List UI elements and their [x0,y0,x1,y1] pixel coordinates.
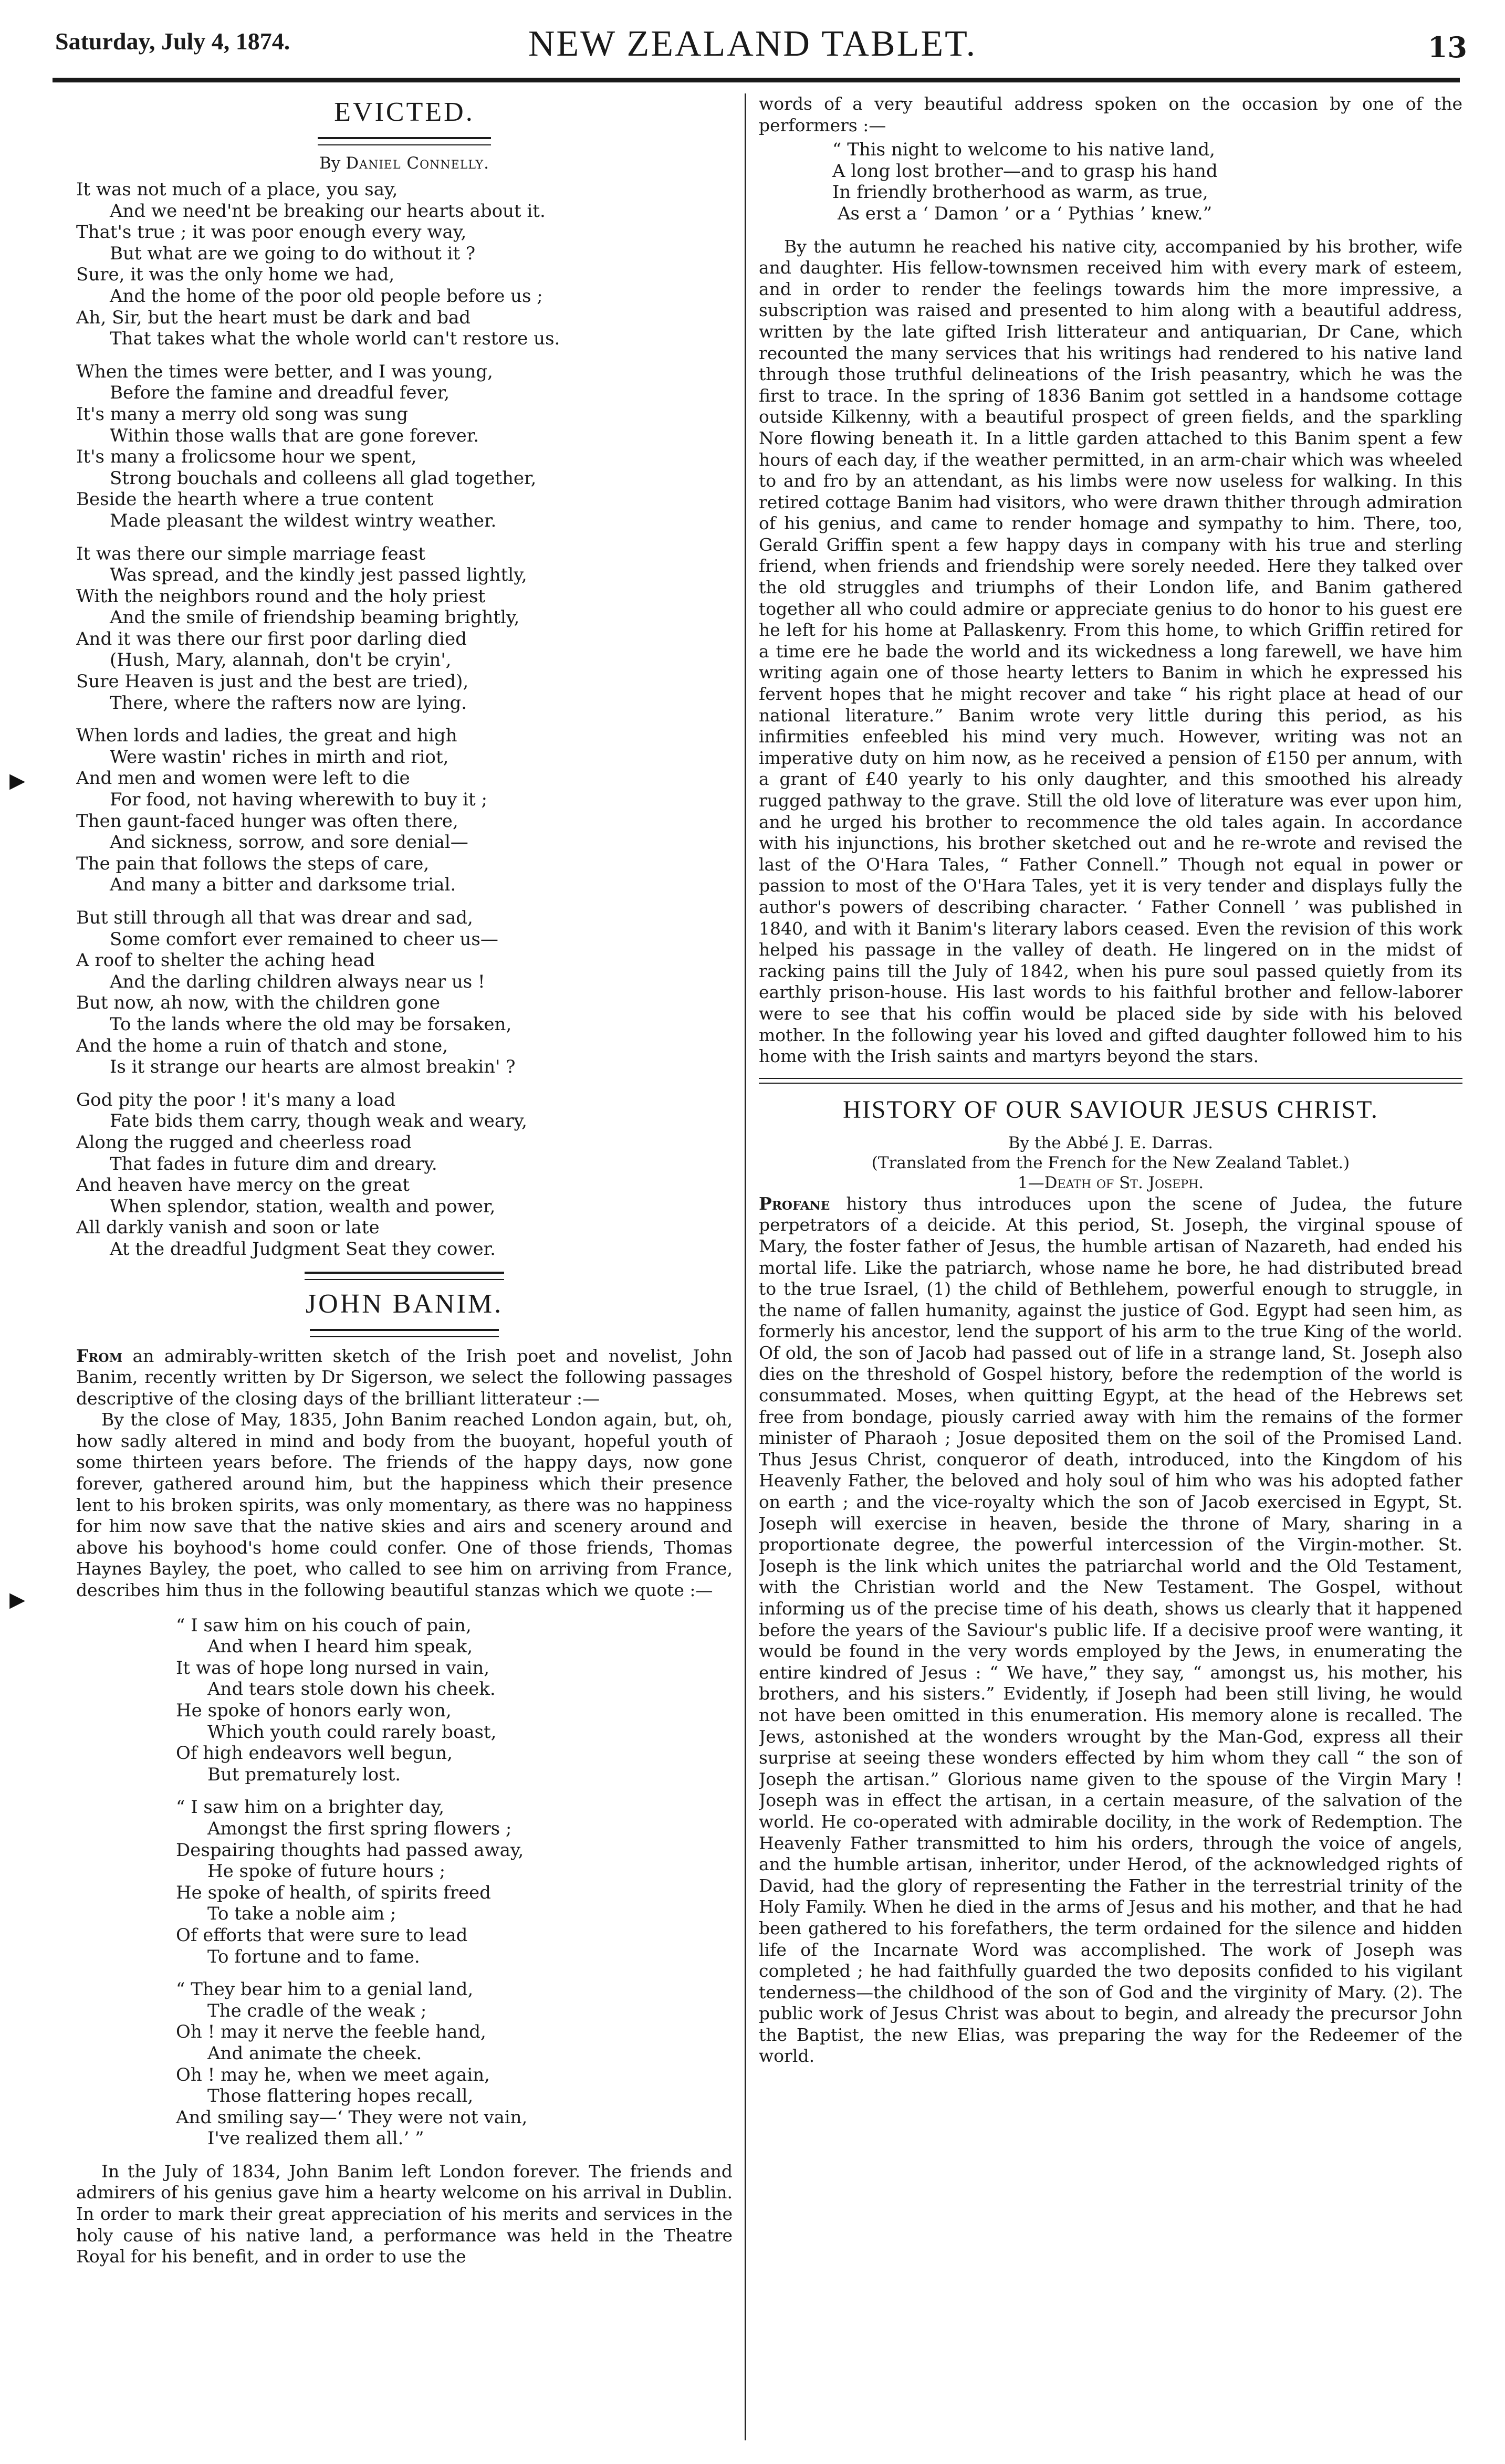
article-title: JOHN BANIM. [305,1288,504,1319]
verse-line: Strong bouchals and colleens all glad together, [110,467,537,489]
verse-line: I've realized them all.’ ” [207,2128,424,2150]
verse-line: “ I saw him on a brighter day, [176,1797,445,1818]
chapter-heading: 1—Death of St. Joseph. [1017,1173,1204,1192]
verse-line: At the dreadful Judgment Seat they cower. [110,1238,496,1260]
verse-line: To fortune and to fame. [207,1946,420,1967]
article-body [759,1193,1462,2067]
page-number: 13 [1427,30,1467,64]
section-rule [759,1078,1462,1084]
stanza [76,1979,733,2150]
verse-line: To take a noble aim ; [207,1903,396,1925]
article-paragraph: By the close of May, 1835, John Banim reached London again, but, oh, how sadly altered in mind and body from the buoyant, hopeful youth of some thirteen years before. The friends of the happy days, now gone forever, gathered around him, but the happiness which their presence lent to his broken spirits, was only momentary, as there was no happiness for him now save that the native skies and airs and scenery around and above his boyhood's home could confer. One of those friends, Thomas Haynes Bayley, the poet, who called to see him on arriving from France, describes him thus in the following beautiful stanzas which we quote :— [76,1409,733,1601]
verse-line: And it was there our first poor darling died [76,628,467,649]
verse-line: It's many a frolicsome hour we spent, [76,446,417,468]
verse-line: Was spread, and the kindly jest passed lightly, [110,564,527,586]
verse-line: Those flattering hopes recall, [207,2085,474,2107]
verse-line: And the smile of friendship beaming brightly, [110,607,520,628]
verse-line: And men and women were left to die [76,768,410,789]
verse-line: (Hush, Mary, alannah, don't be cryin', [110,649,452,671]
verse-line: “ They bear him to a genial land, [176,1979,474,2000]
issue-date: Saturday, July 4, 1874. [55,28,290,55]
poem-evicted [76,97,733,1260]
translation-note: (Translated from the French for the New Zealand Tablet.) [871,1153,1350,1172]
poem-author: Daniel Connelly. [346,154,489,173]
verse-line: And tears stole down his cheek. [207,1679,496,1700]
article-intro [76,1346,733,1410]
verse-line: And animate the cheek. [207,2042,422,2064]
verse-line: It was not much of a place, you say, [76,179,398,200]
stanza [76,907,733,1078]
lead-word: From [76,1345,123,1366]
verse-line: With the neighbors round and the holy priest [76,585,486,607]
stanza [76,543,733,714]
verse-line: There, where the rafters now are lying. [110,692,467,714]
verse-line: That takes what the whole world can't restore us. [110,328,560,350]
masthead-rule [53,78,1460,82]
body-text: history thus introduces upon the scene of Judea, the future perpetrators of a deicide. At this period, St. Joseph, the virginal spouse of Mary, the foster father of Jesus, the humble artisan of Nazareth, had ended his mortal life. Like the patriarch, whose name he bore, he had distributed bread to the true Israel, (1) the child of Bethlehem, powerful enough to struggle, in the name of fallen humanity, against the justice of God. Egypt had seen him, as formerly his ancestor, lend the support of his arm to the true King of the world. Of old, the son of Jacob had passed out of life in a strange land, St. Joseph also dies on the threshold of Gospel history, before the redemption of the world is consummated. Moses, when quitting Egypt, at the head of the Hebrews set free from bondage, piously carried away with him the remains of the former minister of Pharaoh ; Josue deposited them on the soil of the Promised Land. Thus Jesus Christ, conqueror of death, introduced, into the Kingdom of his Heavenly Father, the beloved and holy soul of him who was his adopted father on earth ; and the vice-royalty which the son of Jacob exercised in Egypt, St. Joseph will exercise in heaven, beside the throne of Mary, sharing in a proportionate degree, the powerful intercession of the Virgin-mother. St. Joseph is the link which unites the patriarchal world and the Old Testament, with the Christian world and the New Testament. The Gospel, without informing us of the precise time of his death, shows us clearly that it happened before the years of the Saviour's public life. If a decisive proof were wanting, it would be found in the very words employed by the Jews, in enumerating the entire kindred of Jesus : “ We have,” they say, “ amongst us, his mother, his brothers, and his sisters.” Evidently, if Joseph had been still living, he would not have been omitted in this enumeration. His memory alone is recalled. The Jews, astonished at the wonders wrought by the Man-God, express all their surprise at seeing these wonders effected by him whom they call “ the son of Joseph the artisan.” Glorious name given to the spouse of the Virgin Mary ! Joseph was in effect the artisan, in a certain measure, of the salvation of the world. He co-operated with admirable docility, in the work of Redemption. The Heavenly Father transmitted to him his orders, through the voice of angels, and the humble artisan, inheritor, under Herod, of the acknowledged rights of David, had the glory of representing the Father in the terrestrial trinity of the Holy Family. When he died in the arms of Jesus and his mother, and that he had been gathered to his forefathers, the term ordained for the silence and hidden life of the Incarnate Word was accomplished. The work of Joseph was completed ; he had faithfully guarded the two deposits confided to his vigilant tenderness—the childhood of the son of God and the virginity of Mary. (2). The public work of Jesus Christ was about to begin, and already the precursor John the Baptist, the new Elias, was preparing the way for the Redeemer of the world. [759,1193,1462,2067]
verse-line: And we need'nt be breaking our hearts about it. [110,200,546,222]
verse-line: But prematurely lost. [207,1764,401,1785]
spacer [76,1601,733,1615]
verse-line: And the darling children always near us ! [110,971,485,992]
verse-line: To the lands where the old may be forsaken, [110,1013,512,1035]
stanza [76,361,733,532]
stanza [76,1089,733,1260]
verse-line: “ I saw him on his couch of pain, [176,1614,472,1636]
verse-line: And the home of the poor old people before us ; [110,285,543,307]
verse-line: And many a bitter and darksome trial. [110,874,456,896]
margin-mark: ▸ [9,761,26,798]
verse-line: Amongst the first spring flowers ; [207,1818,512,1839]
verse-line: A roof to shelter the aching head [76,950,375,971]
verse-line: When the times were better, and I was young, [76,361,493,382]
verse-line: He spoke of future hours ; [207,1861,446,1882]
section-rule [305,1272,504,1280]
verse-line: Of efforts that were sure to lead [176,1924,468,1946]
verse-line: Sure Heaven is just and the best are tried), [76,671,469,693]
verse-line: Were wastin' riches in mirth and riot, [110,746,449,768]
verse-line: “ This night to welcome to his native land, [832,139,1215,161]
left-column [76,93,733,2448]
verse-line: For food, not having wherewith to buy it ; [110,789,487,811]
verse-line: Then gaunt-faced hunger was often there, [76,810,458,832]
verse-line: When splendor, station, wealth and power, [110,1196,496,1217]
masthead [0,21,1505,84]
title-rule [310,1329,499,1337]
verse-line: God pity the poor ! it's many a load [76,1089,396,1110]
article-paragraph: By the autumn he reached his native city, accompanied by his brother, wife and daughter. His fellow-townsmen received him with every mark of esteem, and in order to render the feelings towards him the more impressive, a subscription was raised and presented to him along with a beautiful address, written by the late gifted Irish litterateur and antiquarian, Dr Cane, which recounted the many services that his writings had rendered to his native land through those truthful delineations of the Irish peasantry, which he was the first to trace. In the spring of 1836 Banim got settled in a handsome cottage outside Kilkenny, with a beautiful prospect of green fields, and the sparkling Nore flowing beneath it. In a little garden attached to this Banim spent a few hours of each day, if the weather permitted, in an arm-chair which was wheeled to and fro by an attendant, as his limbs were now useless for walking. In this retired cottage Banim had visitors, who were drawn thither through admiration of his genius, and came to render homage and sympathy to him. There, too, Gerald Griffin spent a few happy days in company with his true and sterling friend, when friends and friendship were sorely needed. Here they talked over the old struggles and triumphs of their London life, and Banim gathered together all who could admire or appreciate genius to do honor to his guest ere he left for his home at Pallaskenry. From this home, to which Griffin retired for a time ere he bade the world and its wickedness a long farewell, we have him writing again one of those hearty letters to Banim in which he expressed his fervent hopes that he might recover and take “ his right place at head of our national literature.” Banim wrote very little during this period, as his infirmities enfeebled his mind very much. However, writing was not an imperative duty on him now, as he received a pension of £150 per annum, with a grant of £40 yearly to his only daughter, and this smoothed his already rugged pathway to the grave. Still the old love of literature was ever upon him, and he urged his brother to recommence the old tales again. In accordance with his injunctions, his brother sketched out and he re-wrote and revised the last of the O'Hara Tales, “ Father Connell.” Though not equal in power or passion to most of the O'Hara Tales, yet it is very tender and displays fully the author's powers of describing character. ‘ Father Connell ’ was published in 1840, and with it Banim's literary labors ceased. Even the revision of this work helped his passage in the valley of death. He lingered on in the midst of racking pains till the July of 1842, when his pure soul passed quietly from its earthly prison-house. His last words to his faithful brother and fellow-laborer were to see that his coffin would be placed side by side with his beloved mother. In the following year his loved and gifted daughter followed him to his home with the Irish saints and martyrs beyond the stars. [759,236,1462,1067]
verse-line: It's many a merry old song was sung [76,403,409,425]
verse-line: The pain that follows the steps of care, [76,853,430,874]
margin-mark: ▸ [9,1580,26,1617]
verse-line: Before the famine and dreadful fever, [110,382,450,404]
quoted-address [759,139,1462,224]
verse-line: And when I heard him speak, [207,1636,473,1658]
verse-line: He spoke of honors early won, [176,1700,452,1721]
lead-word: Profane [759,1193,830,1214]
verse-line: Within those walls that are gone forever. [110,425,479,446]
verse-line: But now, ah now, with the children gone [76,992,441,1014]
article-paragraph: In the July of 1834, John Banim left London forever. The friends and admirers of his genius gave him a hearty welcome on his arrival in Dublin. In order to mark their great appreciation of his merits and services in the holy cause of his native land, a performance was held in the Theatre Royal for his benefit, and in order to use the [76,2161,733,2267]
verse-line: And the home a ruin of thatch and stone, [76,1035,448,1056]
poem-title: EVICTED. [334,97,475,127]
article-title: HISTORY OF OUR SAVIOUR JESUS CHRIST. [843,1095,1378,1124]
right-column [759,93,1462,2448]
verse-line: The cradle of the weak ; [207,2000,427,2021]
poem-byline [76,154,733,173]
verse-line: But still through all that was drear and sad, [76,907,473,928]
byline-prefix: By [319,154,341,173]
verse-line: Some comfort ever remained to cheer us— [110,928,498,950]
quoted-verse [76,1615,733,2150]
verse-line: Which youth could rarely boast, [207,1721,497,1743]
intro-text: an admirably-written sketch of the Irish poet and novelist, John Banim, recently written by Dr Sigerson, we select the following passages descriptive of the closing days of the brilliant litterateur :— [76,1345,733,1409]
verse-line: Of high endeavors well begun, [176,1743,453,1764]
column-divider [745,93,746,2440]
verse-line: Oh ! may it nerve the feeble hand, [176,2021,486,2043]
article-john-banim [76,1288,733,2268]
verse-line: It was there our simple marriage feast [76,543,425,564]
verse-line: Made pleasant the wildest wintry weather. [110,510,497,531]
verse-line: That's true ; it was poor enough every way, [76,222,467,243]
verse-line: But what are we going to do without it ? [110,243,476,264]
verse-line: A long lost brother—and to grasp his hand [832,160,1218,182]
verse-line: As erst a ‘ Damon ’ or a ‘ Pythias ’ knew.” [838,203,1213,224]
verse-line: That fades in future dim and dreary. [110,1153,437,1175]
article-paragraph: words of a very beautiful address spoken on the occasion by one of the performers :— [759,93,1462,135]
poem-stanzas [76,179,733,1260]
article-byline: By the Abbé J. E. Darras. [1008,1133,1214,1152]
newspaper-title: NEW ZEALAND TABLET. [528,24,977,64]
verse-line: It was of hope long nursed in vain, [176,1657,490,1679]
verse-line: And smiling say—‘ They were not vain, [176,2106,528,2128]
verse-line: Is it strange our hearts are almost breakin' ? [110,1056,516,1078]
verse-line: Despairing thoughts had passed away, [176,1839,524,1861]
verse-line: He spoke of health, of spirits freed [176,1882,491,1903]
verse-line: Beside the hearth where a true content [76,489,434,510]
verse-line: Sure, it was the only home we had, [76,264,395,286]
article-history [759,1095,1462,2067]
stanza [76,179,733,350]
verse-line: When lords and ladies, the great and high [76,725,457,747]
verse-line: And heaven have mercy on the great [76,1175,410,1196]
verse-line: In friendly brotherhood as warm, as true, [832,182,1208,203]
title-rule [318,137,491,145]
verse-line: And sickness, sorrow, and sore denial— [110,832,468,853]
stanza [759,139,1462,224]
verse-line: Oh ! may he, when we meet again, [176,2064,490,2085]
verse-line: All darkly vanish and soon or late [76,1217,380,1239]
stanza [76,1797,733,1967]
verse-line: Ah, Sir, but the heart must be dark and bad [76,307,471,328]
stanza [76,725,733,896]
verse-line: Fate bids them carry, though weak and weary, [110,1110,527,1132]
stanza [76,1615,733,1786]
verse-line: Along the rugged and cheerless road [76,1131,412,1153]
